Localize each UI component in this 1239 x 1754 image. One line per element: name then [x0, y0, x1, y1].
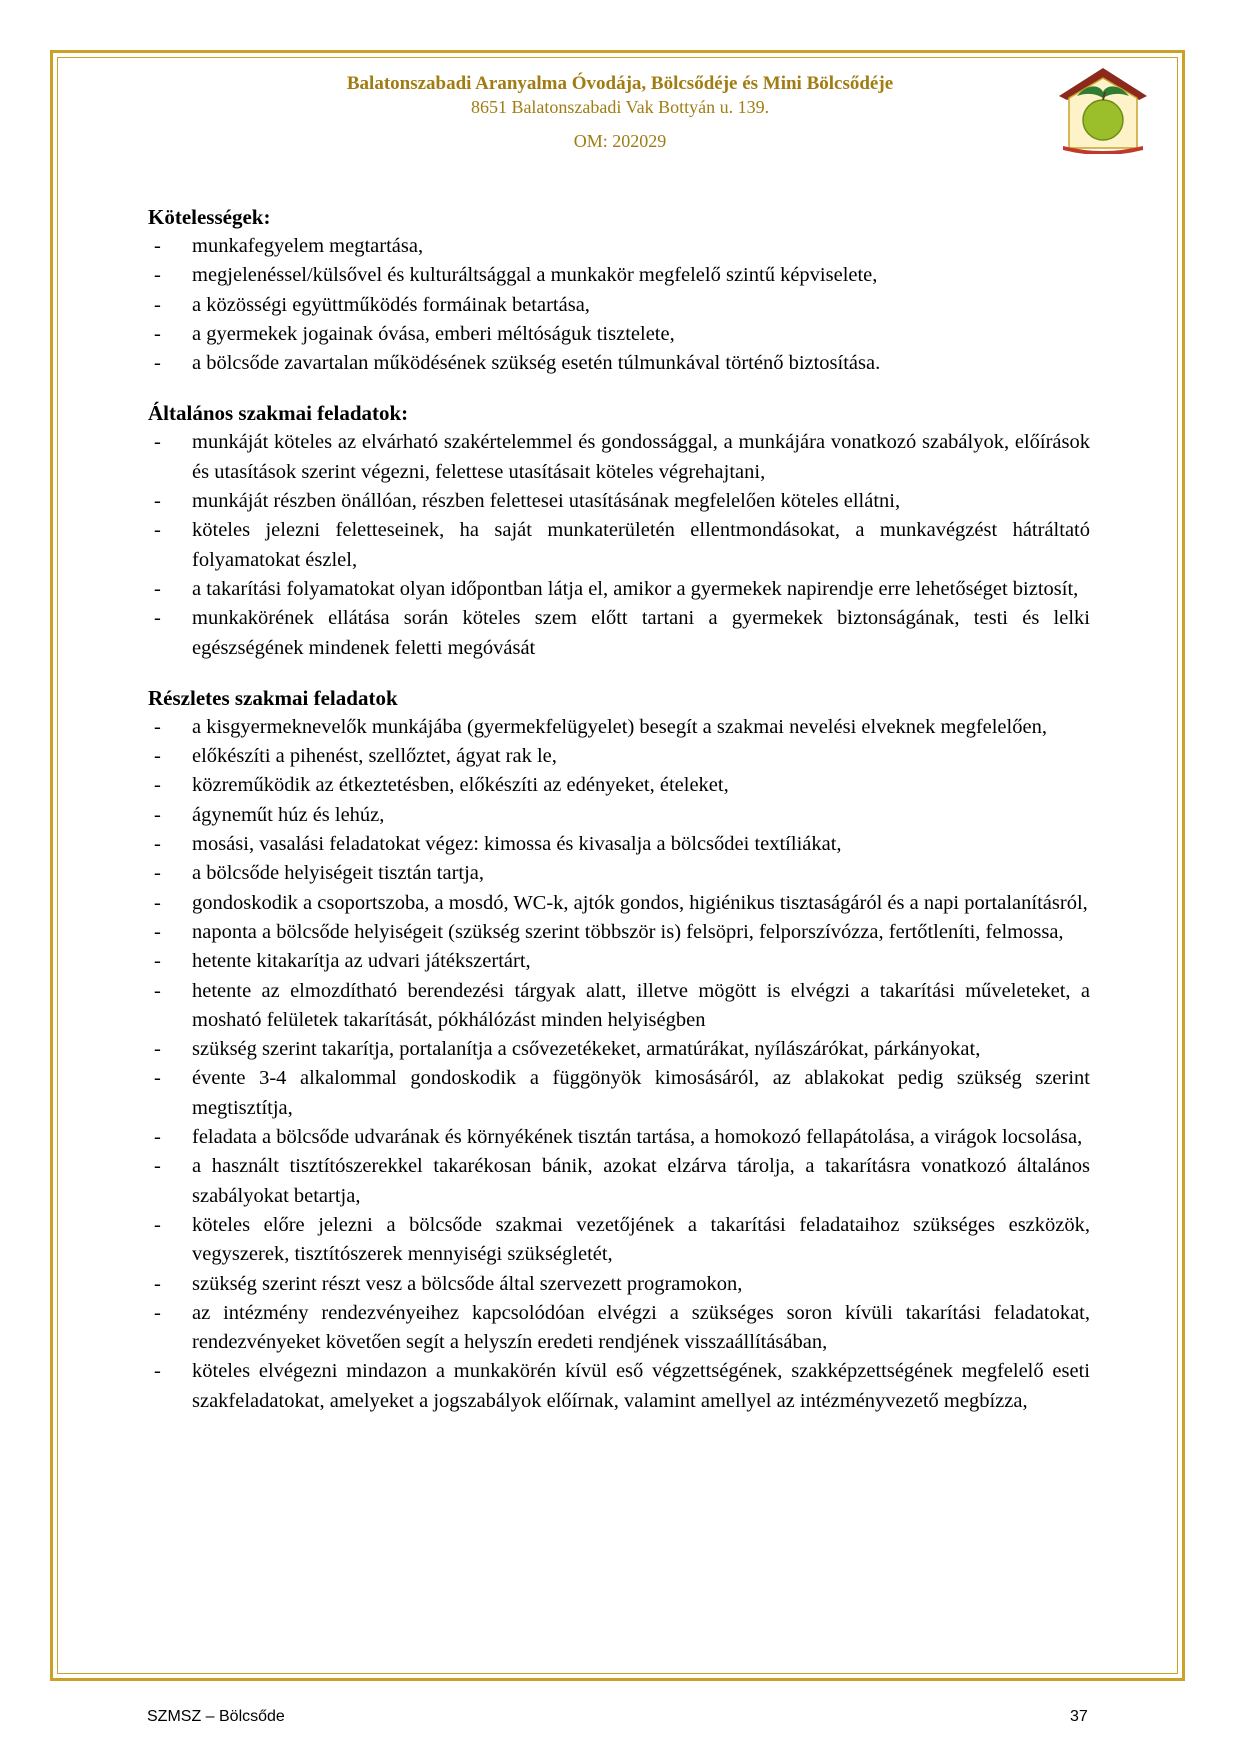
footer-page-number: 37: [1070, 1708, 1088, 1725]
item-list: [148, 713, 1090, 1416]
list-item: - a gyermekek jogainak óvása, emberi méltóságuk tisztelete,: [148, 320, 1090, 349]
institution-address: 8651 Balatonszabadi Vak Bottyán u. 139.: [470, 97, 770, 117]
letterhead: [180, 72, 1060, 152]
section-title: Általános szakmai feladatok:: [148, 401, 409, 426]
section-altalanos-feladatok: [148, 399, 1090, 662]
list-item: - ágyneműt húz és lehúz,: [148, 801, 1090, 830]
list-item: - mosási, vasalási feladatokat végez: kimossa és kivasalja a bölcsődei textíliákat,: [148, 830, 1090, 859]
list-item: - közreműködik az étkeztetésben, előkészíti az edényeket, ételeket,: [148, 771, 1090, 800]
list-item: - szükség szerint takarítja, portalanítja a csővezetékeket, armatúrákat, nyílászárókat, párkányokat,: [148, 1035, 1090, 1064]
item-list: [148, 232, 1090, 378]
list-item: - az intézmény rendezvényeihez kapcsolódóan elvégzi a szükséges soron kívüli takarítási feladatokat, rendezvényeket követően segít a helyszín eredeti rendjének visszaállításában,: [148, 1299, 1090, 1358]
list-item: - a kisgyermeknevelők munkájába (gyermekfelügyelet) besegít a szakmai nevelési elveknek megfelelően,: [148, 713, 1090, 742]
section-title: Részletes szakmai feladatok: [148, 685, 398, 710]
list-item: - gondoskodik a csoportszoba, a mosdó, WC-k, ajtók gondos, higiénikus tisztaságáról és a napi portalanításról,: [148, 889, 1090, 918]
institution-om: OM: 202029: [573, 131, 667, 151]
list-item: - a takarítási folyamatokat olyan időpontban látja el, amikor a gyermekek napirendje erre lehetőséget biztosít,: [148, 575, 1090, 604]
list-item: - munkáját köteles az elvárható szakértelemmel és gondossággal, a munkájára vonatkozó szabályok, előírások és utasítások szerint végezni, felettese utasításait köteles végrehajtani,: [148, 428, 1090, 487]
document-body: [148, 203, 1090, 1437]
footer-document-name: SZMSZ – Bölcsőde: [147, 1708, 285, 1725]
list-item: - munkáját részben önállóan, részben felettesei utasításának megfelelően köteles ellátni,: [148, 487, 1090, 516]
institution-logo: [1053, 62, 1153, 154]
list-item: - a használt tisztítószerekkel takarékosan bánik, azokat elzárva tárolja, a takarításra vonatkozó általános szabályokat betartja,: [148, 1152, 1090, 1211]
section-kotelessegek: [148, 203, 1090, 378]
list-item: - feladata a bölcsőde udvarának és környékének tisztán tartása, a homokozó fellapátolása, a virágok locsolása,: [148, 1123, 1090, 1152]
list-item: - köteles jelezni feletteseinek, ha saját munkaterületén ellentmondásokat, a munkavégzést hátráltató folyamatokat észlel,: [148, 516, 1090, 575]
list-item: - hetente az elmozdítható berendezési tárgyak alatt, illetve mögött is elvégzi a takarítási műveleteket, a mosható felületek takarítását, pókhálózást minden helyiségben: [148, 977, 1090, 1036]
list-item: - hetente kitakarítja az udvari játékszertárt,: [148, 947, 1090, 976]
list-item: - megjelenéssel/külsővel és kulturáltsággal a munkakör megfelelő szintű képviselete,: [148, 261, 1090, 290]
list-item: - munkakörének ellátása során köteles szem előtt tartani a gyermekek biztonságának, testi és lelki egészségének mindenek feletti megóvását: [148, 604, 1090, 663]
list-item: - a közösségi együttműködés formáinak betartása,: [148, 291, 1090, 320]
section-reszletes-feladatok: [148, 684, 1090, 1416]
institution-name: Balatonszabadi Aranyalma Óvodája, Bölcsődéje és Mini Bölcsődéje: [346, 73, 894, 94]
list-item: - előkészíti a pihenést, szellőztet, ágyat rak le,: [148, 742, 1090, 771]
list-item: - munkafegyelem megtartása,: [148, 232, 1090, 261]
item-list: [148, 428, 1090, 662]
list-item: - köteles előre jelezni a bölcsőde szakmai vezetőjének a takarítási feladataihoz szükséges eszközök, vegyszerek, tisztítószerek mennyiségi szükségletét,: [148, 1211, 1090, 1270]
list-item: - a bölcsőde helyiségeit tisztán tartja,: [148, 859, 1090, 888]
list-item: - naponta a bölcsőde helyiségeit (szükség szerint többször is) felsöpri, felporszívózza, fertőtleníti, felmossa,: [148, 918, 1090, 947]
list-item: - évente 3-4 alkalommal gondoskodik a függönyök kimosásáról, az ablakokat pedig szükség szerint megtisztítja,: [148, 1064, 1090, 1123]
list-item: - köteles elvégezni mindazon a munkakörén kívül eső végzettségének, szakképzettségének megfelelő eseti szakfeladatokat, amelyeket a jogszabályok előírnak, valamint amellyel az intézményvezető megbízza,: [148, 1357, 1090, 1416]
list-item: - a bölcsőde zavartalan működésének szükség esetén túlmunkával történő biztosítása.: [148, 349, 1090, 378]
list-item: - szükség szerint részt vesz a bölcsőde által szervezett programokon,: [148, 1270, 1090, 1299]
section-title: Kötelességek:: [148, 205, 271, 229]
